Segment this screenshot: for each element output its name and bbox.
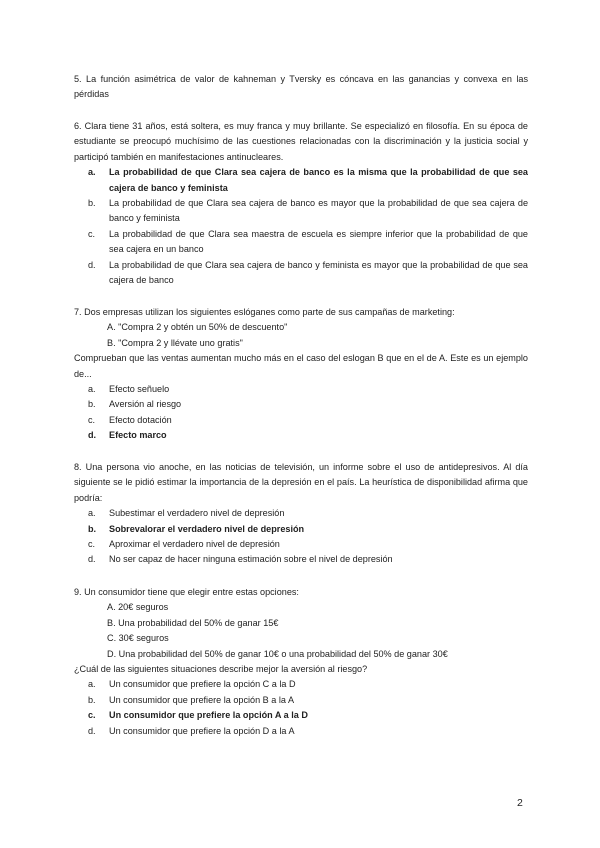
option-text: Efecto marco	[109, 430, 167, 441]
question-text: 6. Clara tiene 31 años, está soltera, es muy franca y muy brillante. Se especializó en filosofía. En su época de estudiante se preocupó muchísimo de las cuestiones relacionadas con la discriminación y la justicia social y participó también en manifestaciones antinucleares.	[74, 121, 528, 162]
option-text: Subestimar el verdadero nivel de depresión	[109, 508, 285, 519]
option-c: c. Aproximar el verdadero nivel de depresión	[88, 539, 280, 550]
option-text: Un consumidor que prefiere la opción D a la A	[109, 725, 295, 736]
option-b: b. Aversión al riesgo	[88, 399, 182, 410]
slogan-a: A. "Compra 2 y obtén un 50% de descuento"	[107, 322, 288, 333]
slogan-b: B. "Compra 2 y llévate uno gratis"	[107, 337, 243, 348]
question-followup: ¿Cuál de las siguientes situaciones describe mejor la aversión al riesgo?	[74, 664, 368, 675]
question-7	[74, 305, 528, 444]
choice-b: B. Una probabilidad del 50% de ganar 15€	[107, 617, 279, 628]
option-d: d. Un consumidor que prefiere la opción D a la A	[88, 725, 295, 736]
option-c: c. Un consumidor que prefiere la opción A a la D	[88, 710, 308, 721]
option-text: Un consumidor que prefiere la opción B a la A	[109, 694, 295, 705]
options-list	[74, 382, 528, 444]
question-6	[74, 119, 528, 288]
question-text: 8. Una persona vio anoche, en las noticias de televisión, un informe sobre el uso de antidepresivos. Al día siguiente se le pidió estimar la importancia de la depresión en el país. La heurística de disponibilidad afirma que podría:	[74, 462, 528, 503]
options-list	[74, 165, 528, 288]
option-text: Un consumidor que prefiere la opción A a la D	[109, 710, 308, 721]
question-text: 7. Dos empresas utilizan los siguientes eslóganes como parte de sus campañas de marketing:	[74, 307, 455, 317]
option-b: b. Sobrevalorar el verdadero nivel de depresión	[88, 523, 305, 534]
options-list	[74, 677, 528, 739]
option-text: Un consumidor que prefiere la opción C a la D	[109, 679, 296, 690]
choice-c: C. 30€ seguros	[107, 633, 169, 644]
option-b: b. Un consumidor que prefiere la opción B a la A	[88, 694, 295, 705]
option-text: La probabilidad de que Clara sea cajera de banco y feminista es mayor que la probabilidad de que sea cajera de banco	[109, 259, 528, 286]
option-a: a. Un consumidor que prefiere la opción C a la D	[88, 679, 296, 690]
page-number: 2	[517, 797, 523, 809]
choice-a: A. 20€ seguros	[107, 602, 169, 613]
option-a: a. Efecto señuelo	[88, 384, 170, 395]
option-d: d. La probabilidad de que Clara sea cajera de banco y feminista es mayor que la probabilidad de que sea cajera de banco	[88, 259, 528, 286]
options-list	[74, 506, 528, 568]
option-text: Aproximar el verdadero nivel de depresión	[109, 539, 280, 550]
option-text: La probabilidad de que Clara sea cajera de banco es la misma que la probabilidad de que sea cajera de banco y feminista	[109, 167, 528, 193]
question-text: 9. Un consumidor tiene que elegir entre estas opciones:	[74, 587, 299, 597]
option-text: No ser capaz de hacer ninguna estimación sobre el nivel de depresión	[109, 554, 393, 565]
option-d: d. No ser capaz de hacer ninguna estimación sobre el nivel de depresión	[88, 554, 393, 565]
question-8	[74, 460, 528, 568]
option-text: Sobrevalorar el verdadero nivel de depresión	[109, 523, 305, 534]
option-b: b. La probabilidad de que Clara sea cajera de banco es mayor que la probabilidad de que sea cajera de banco y feminista	[88, 198, 528, 224]
option-text: Efecto dotación	[109, 414, 172, 425]
choice-d: D. Una probabilidad del 50% de ganar 10€ o una probabilidad del 50% de ganar 30€	[107, 648, 448, 659]
option-text: Efecto señuelo	[109, 384, 170, 395]
option-d: d. Efecto marco	[88, 430, 167, 441]
option-text: Aversión al riesgo	[109, 399, 182, 410]
option-c: c. Efecto dotación	[88, 414, 172, 425]
option-a: a. La probabilidad de que Clara sea cajera de banco es la misma que la probabilidad de que sea cajera de banco y feminista	[88, 167, 528, 193]
question-followup: Comprueban que las ventas aumentan mucho más en el caso del eslogan B que en el de A. Este es un ejemplo de...	[74, 353, 528, 379]
question-text: 5. La función asimétrica de valor de kahneman y Tversky es cóncava en las ganancias y convexa en las pérdidas	[74, 74, 528, 100]
option-text: La probabilidad de que Clara sea maestra de escuela es siempre inferior que la probabilidad de que sea cajera en un banco	[109, 228, 528, 255]
question-9	[74, 585, 528, 739]
option-c: c. La probabilidad de que Clara sea maestra de escuela es siempre inferior que la probabilidad de que sea cajera en un banco	[88, 228, 528, 255]
option-a: a. Subestimar el verdadero nivel de depresión	[88, 508, 285, 519]
option-text: La probabilidad de que Clara sea cajera de banco es mayor que la probabilidad de que sea cajera de banco y feminista	[109, 198, 528, 224]
question-5	[74, 72, 528, 103]
